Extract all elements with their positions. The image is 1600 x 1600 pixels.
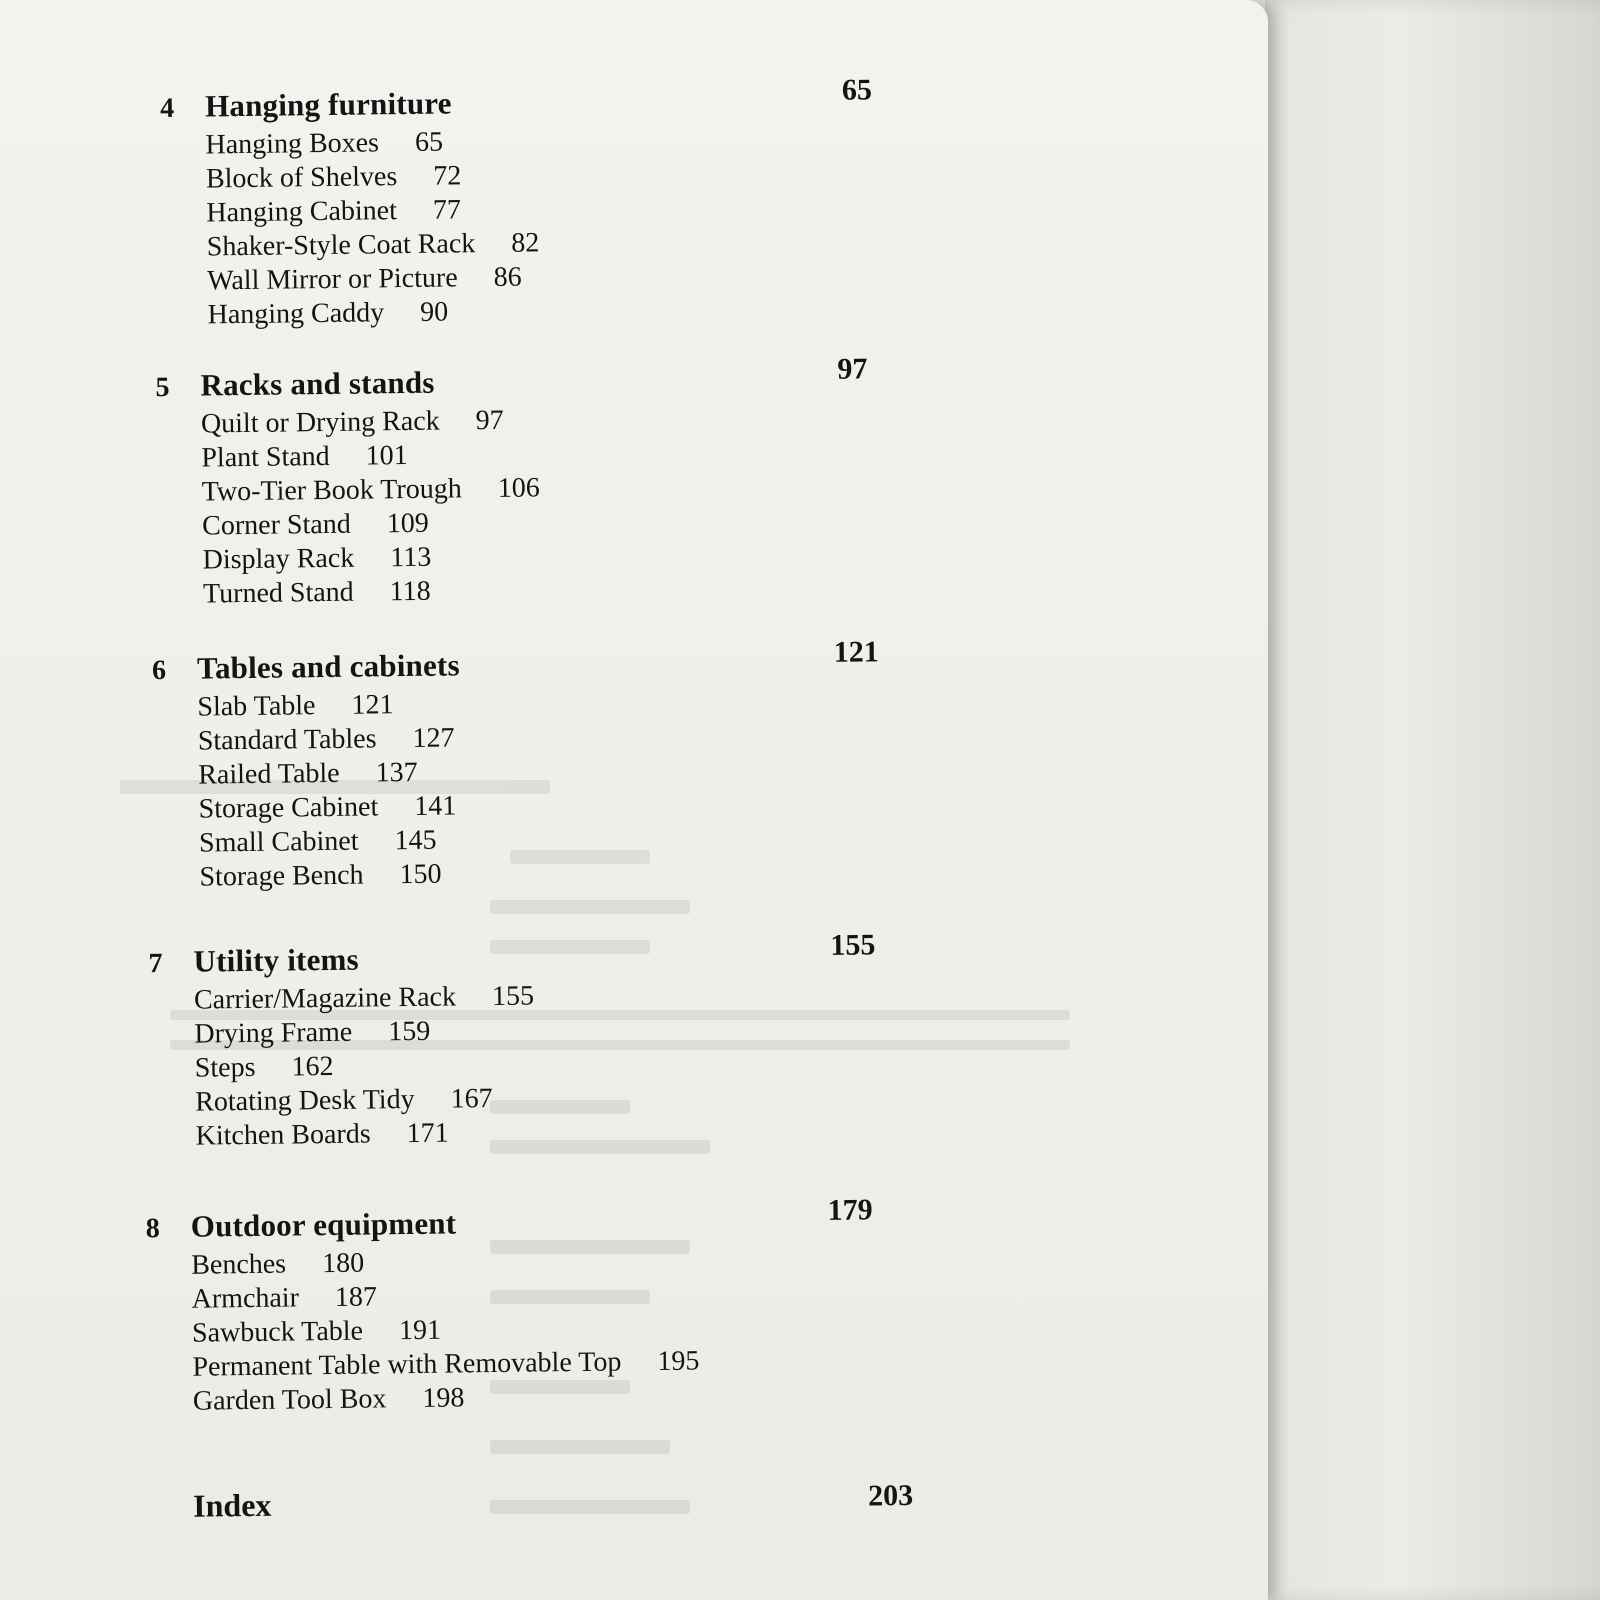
entry-title: Shaker-Style Coat Rack bbox=[206, 228, 476, 263]
entry-title: Railed Table bbox=[198, 757, 340, 791]
entry-page-number: 195 bbox=[657, 1345, 700, 1378]
chapter-5 bbox=[155, 352, 868, 612]
toc-entry bbox=[206, 158, 539, 196]
index-page-number: 203 bbox=[867, 1478, 914, 1513]
entry-page-number: 187 bbox=[334, 1281, 378, 1313]
entry-page-number: 65 bbox=[414, 126, 444, 158]
entry-title: Sawbuck Table bbox=[191, 1315, 364, 1349]
entry-title: Armchair bbox=[191, 1282, 300, 1315]
entry-page-number: 127 bbox=[412, 722, 455, 754]
toc-entry bbox=[206, 192, 539, 230]
entry-list bbox=[152, 687, 457, 895]
entry-page-number: 150 bbox=[399, 858, 442, 891]
entry-page-number: 72 bbox=[433, 160, 462, 192]
toc-entry bbox=[194, 1013, 534, 1051]
entry-page-number: 155 bbox=[491, 980, 535, 1013]
entry-title: Standard Tables bbox=[197, 723, 377, 757]
entry-list bbox=[156, 403, 541, 612]
chapter-heading bbox=[148, 928, 876, 985]
entry-title: Steps bbox=[194, 1051, 256, 1084]
entry-title: Benches bbox=[191, 1248, 287, 1281]
entry-page-number: 162 bbox=[291, 1050, 334, 1083]
entry-title: Rotating Desk Tidy bbox=[195, 1083, 415, 1118]
toc-entry bbox=[198, 755, 456, 792]
entry-page-number: 121 bbox=[351, 689, 394, 721]
entry-page-number: 86 bbox=[493, 261, 522, 293]
entry-page-number: 101 bbox=[365, 440, 408, 472]
chapter-number: 6 bbox=[151, 654, 167, 687]
chapter-title: Tables and cabinets bbox=[196, 647, 460, 686]
entry-page-number: 171 bbox=[406, 1117, 449, 1150]
toc-entry bbox=[207, 226, 540, 264]
entry-title: Turned Stand bbox=[202, 576, 354, 610]
entry-title: Carrier/Magazine Rack bbox=[193, 981, 457, 1016]
entry-page-number: 82 bbox=[511, 227, 540, 259]
chapter-page-number: 65 bbox=[841, 73, 873, 107]
entry-title: Garden Tool Box bbox=[192, 1383, 387, 1417]
chapter-number: 5 bbox=[155, 371, 170, 404]
chapter-heading bbox=[155, 352, 868, 408]
entry-page-number: 180 bbox=[321, 1247, 365, 1280]
toc-entry bbox=[195, 1115, 535, 1153]
toc-entry bbox=[195, 1081, 535, 1119]
entry-title: Quilt or Drying Rack bbox=[200, 405, 440, 440]
chapter-number: 7 bbox=[148, 948, 163, 980]
chapter-page-number: 97 bbox=[837, 352, 868, 386]
entry-page-number: 118 bbox=[389, 575, 431, 608]
toc-entry bbox=[201, 403, 539, 441]
chapter-heading bbox=[151, 635, 879, 691]
entry-title: Display Rack bbox=[202, 542, 355, 576]
entry-page-number: 198 bbox=[422, 1382, 465, 1414]
toc-entry bbox=[205, 124, 538, 162]
entry-page-number: 145 bbox=[394, 824, 437, 857]
entry-list bbox=[160, 124, 540, 333]
entry-title: Two-Tier Book Trough bbox=[201, 473, 462, 508]
entry-title: Block of Shelves bbox=[205, 161, 398, 195]
toc-entry bbox=[198, 721, 456, 758]
chapter-heading bbox=[145, 1193, 873, 1250]
entry-page-number: 90 bbox=[419, 296, 449, 328]
chapter-number: 4 bbox=[159, 92, 175, 124]
chapter-7 bbox=[148, 928, 876, 1155]
entry-title: Small Cabinet bbox=[198, 825, 359, 859]
toc-entry bbox=[198, 789, 456, 826]
entry-list bbox=[146, 1243, 700, 1420]
toc-entry bbox=[192, 1345, 699, 1385]
index-label: Index bbox=[192, 1486, 272, 1524]
entry-title: Wall Mirror or Picture bbox=[207, 262, 458, 297]
entry-page-number: 141 bbox=[414, 790, 457, 822]
toc-entry bbox=[207, 260, 540, 298]
entry-page-number: 106 bbox=[497, 472, 540, 504]
entry-page-number: 137 bbox=[375, 756, 418, 789]
chapter-4 bbox=[159, 73, 873, 333]
toc-entry bbox=[199, 823, 457, 860]
chapter-page-number: 121 bbox=[833, 635, 879, 669]
toc-entry bbox=[194, 979, 534, 1017]
toc-entry bbox=[195, 1047, 535, 1085]
chapter-6 bbox=[151, 635, 879, 895]
entry-page-number: 77 bbox=[432, 194, 462, 226]
entry-page-number: 109 bbox=[386, 507, 429, 540]
toc-entry bbox=[202, 539, 540, 577]
entry-title: Drying Frame bbox=[194, 1016, 353, 1050]
chapter-title: Racks and stands bbox=[200, 364, 435, 403]
toc-entry bbox=[202, 505, 540, 543]
toc-entry bbox=[207, 294, 540, 332]
entry-title: Kitchen Boards bbox=[195, 1118, 371, 1152]
toc-entry bbox=[199, 857, 457, 894]
facing-page-edge bbox=[1265, 0, 1600, 1600]
toc-entry bbox=[202, 471, 540, 509]
chapter-title: Hanging furniture bbox=[204, 85, 452, 124]
chapter-title: Utility items bbox=[193, 941, 360, 979]
entry-list bbox=[149, 979, 536, 1154]
toc-entry bbox=[203, 573, 541, 611]
entry-page-number: 159 bbox=[388, 1015, 431, 1048]
entry-title: Hanging Caddy bbox=[207, 297, 385, 331]
chapter-number: 8 bbox=[145, 1213, 160, 1245]
toc-entry bbox=[201, 437, 539, 475]
entry-title: Storage Bench bbox=[199, 859, 364, 893]
entry-title: Plant Stand bbox=[201, 440, 330, 474]
chapter-heading bbox=[159, 73, 873, 129]
toc-entry bbox=[197, 687, 455, 724]
entry-page-number: 97 bbox=[475, 404, 504, 437]
chapter-8 bbox=[145, 1193, 873, 1420]
entry-title: Permanent Table with Removable Top bbox=[192, 1346, 622, 1383]
entry-title: Storage Cabinet bbox=[198, 791, 379, 825]
toc-entry bbox=[193, 1379, 700, 1419]
entry-page-number: 113 bbox=[390, 541, 432, 574]
entry-title: Slab Table bbox=[197, 690, 316, 723]
entry-title: Corner Stand bbox=[202, 508, 351, 542]
entry-title: Hanging Cabinet bbox=[206, 195, 398, 229]
entry-page-number: 167 bbox=[450, 1083, 493, 1115]
chapter-title: Outdoor equipment bbox=[190, 1205, 457, 1244]
chapter-page-number: 179 bbox=[827, 1193, 873, 1227]
entry-page-number: 191 bbox=[398, 1314, 442, 1347]
entry-title: Hanging Boxes bbox=[205, 127, 380, 161]
chapter-page-number: 155 bbox=[830, 928, 876, 962]
